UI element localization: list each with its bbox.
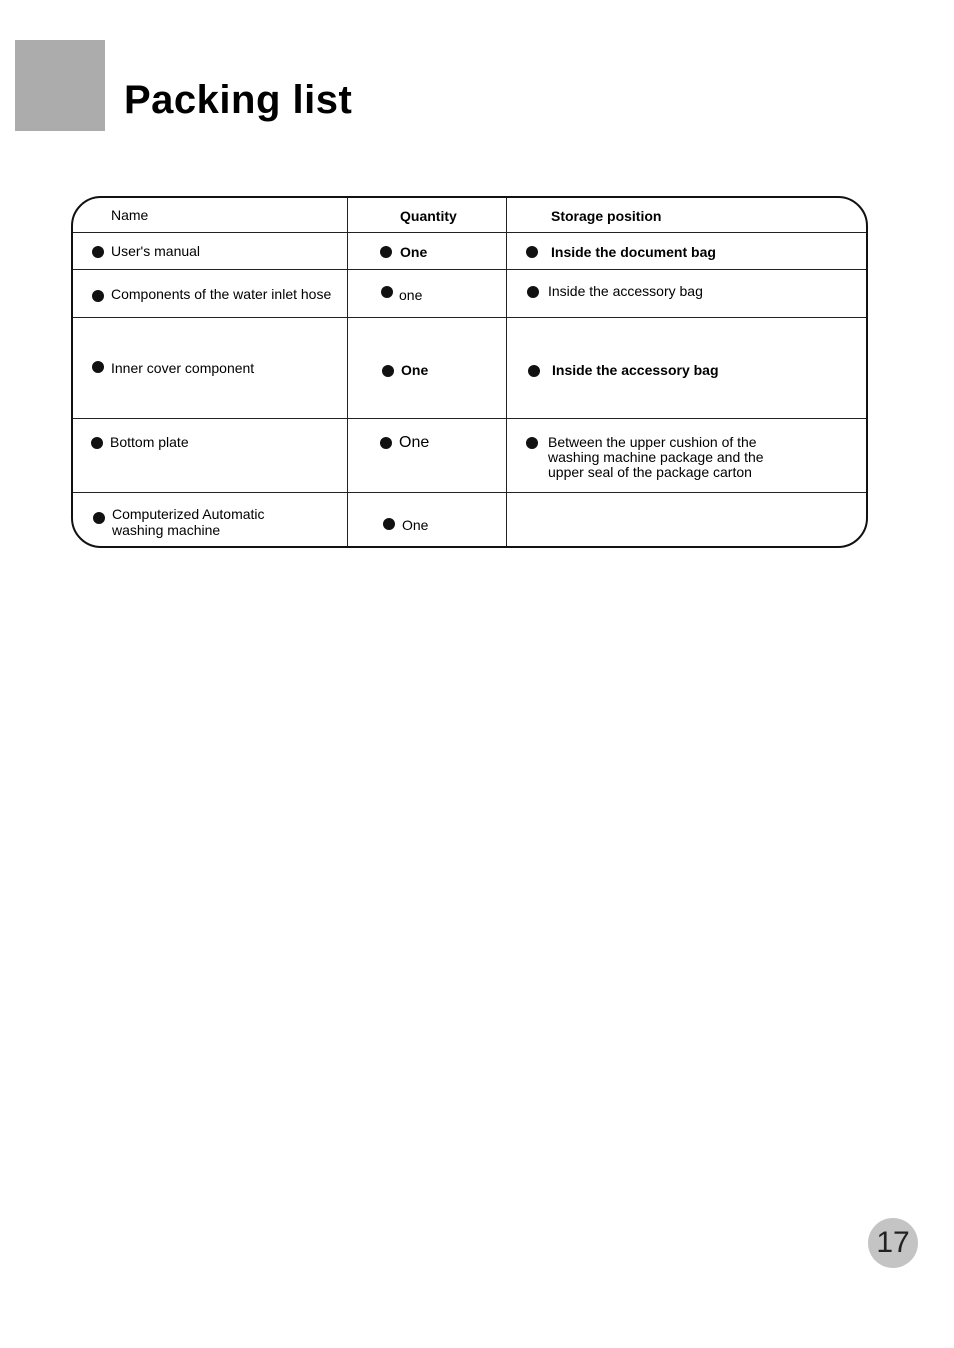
- row-4-name: Bottom plate: [110, 434, 189, 450]
- row-divider: [73, 418, 866, 419]
- row-divider: [73, 269, 866, 270]
- bullet-icon: [528, 365, 540, 377]
- bullet-icon: [92, 290, 104, 302]
- bullet-icon: [383, 518, 395, 530]
- row-5-name-line-2: washing machine: [112, 522, 221, 538]
- bullet-icon: [92, 246, 104, 258]
- bullet-icon: [526, 246, 538, 258]
- bullet-icon: [380, 437, 392, 449]
- header-quantity: Quantity: [400, 208, 457, 224]
- row-5-name-line-1: Computerized Automatic: [112, 506, 265, 522]
- bullet-icon: [527, 286, 539, 298]
- header-square: [15, 40, 105, 131]
- bullet-icon: [380, 246, 392, 258]
- header-name: Name: [111, 207, 149, 223]
- page-number: 17: [868, 1218, 918, 1268]
- row-1-name: User's manual: [111, 243, 201, 259]
- row-4-storage-line-3: upper seal of the package carton: [548, 464, 752, 480]
- row-3-storage: Inside the accessory bag: [552, 362, 719, 378]
- bullet-icon: [526, 437, 538, 449]
- header-storage: Storage position: [551, 208, 662, 224]
- column-divider: [347, 198, 348, 546]
- row-2-storage: Inside the accessory bag: [548, 283, 703, 299]
- row-1-quantity: One: [400, 244, 428, 260]
- row-2-name: Components of the water inlet hose: [111, 286, 332, 302]
- row-2-quantity: one: [399, 287, 423, 303]
- row-divider: [73, 317, 866, 318]
- column-divider: [506, 198, 507, 546]
- bullet-icon: [382, 365, 394, 377]
- page-title: Packing list: [124, 78, 353, 122]
- bullet-icon: [381, 286, 393, 298]
- bullet-icon: [92, 361, 104, 373]
- bullet-icon: [91, 437, 103, 449]
- row-3-quantity: One: [401, 362, 429, 378]
- row-divider: [73, 232, 866, 233]
- row-5-quantity: One: [402, 517, 429, 533]
- row-divider: [73, 492, 866, 493]
- row-4-storage-line-2: washing machine package and the: [548, 449, 764, 465]
- bullet-icon: [93, 512, 105, 524]
- row-4-quantity: One: [399, 434, 430, 451]
- row-4-storage-line-1: Between the upper cushion of the: [548, 434, 757, 450]
- row-3-name: Inner cover component: [111, 360, 255, 376]
- packing-table: [71, 196, 868, 548]
- row-1-storage: Inside the document bag: [551, 244, 716, 260]
